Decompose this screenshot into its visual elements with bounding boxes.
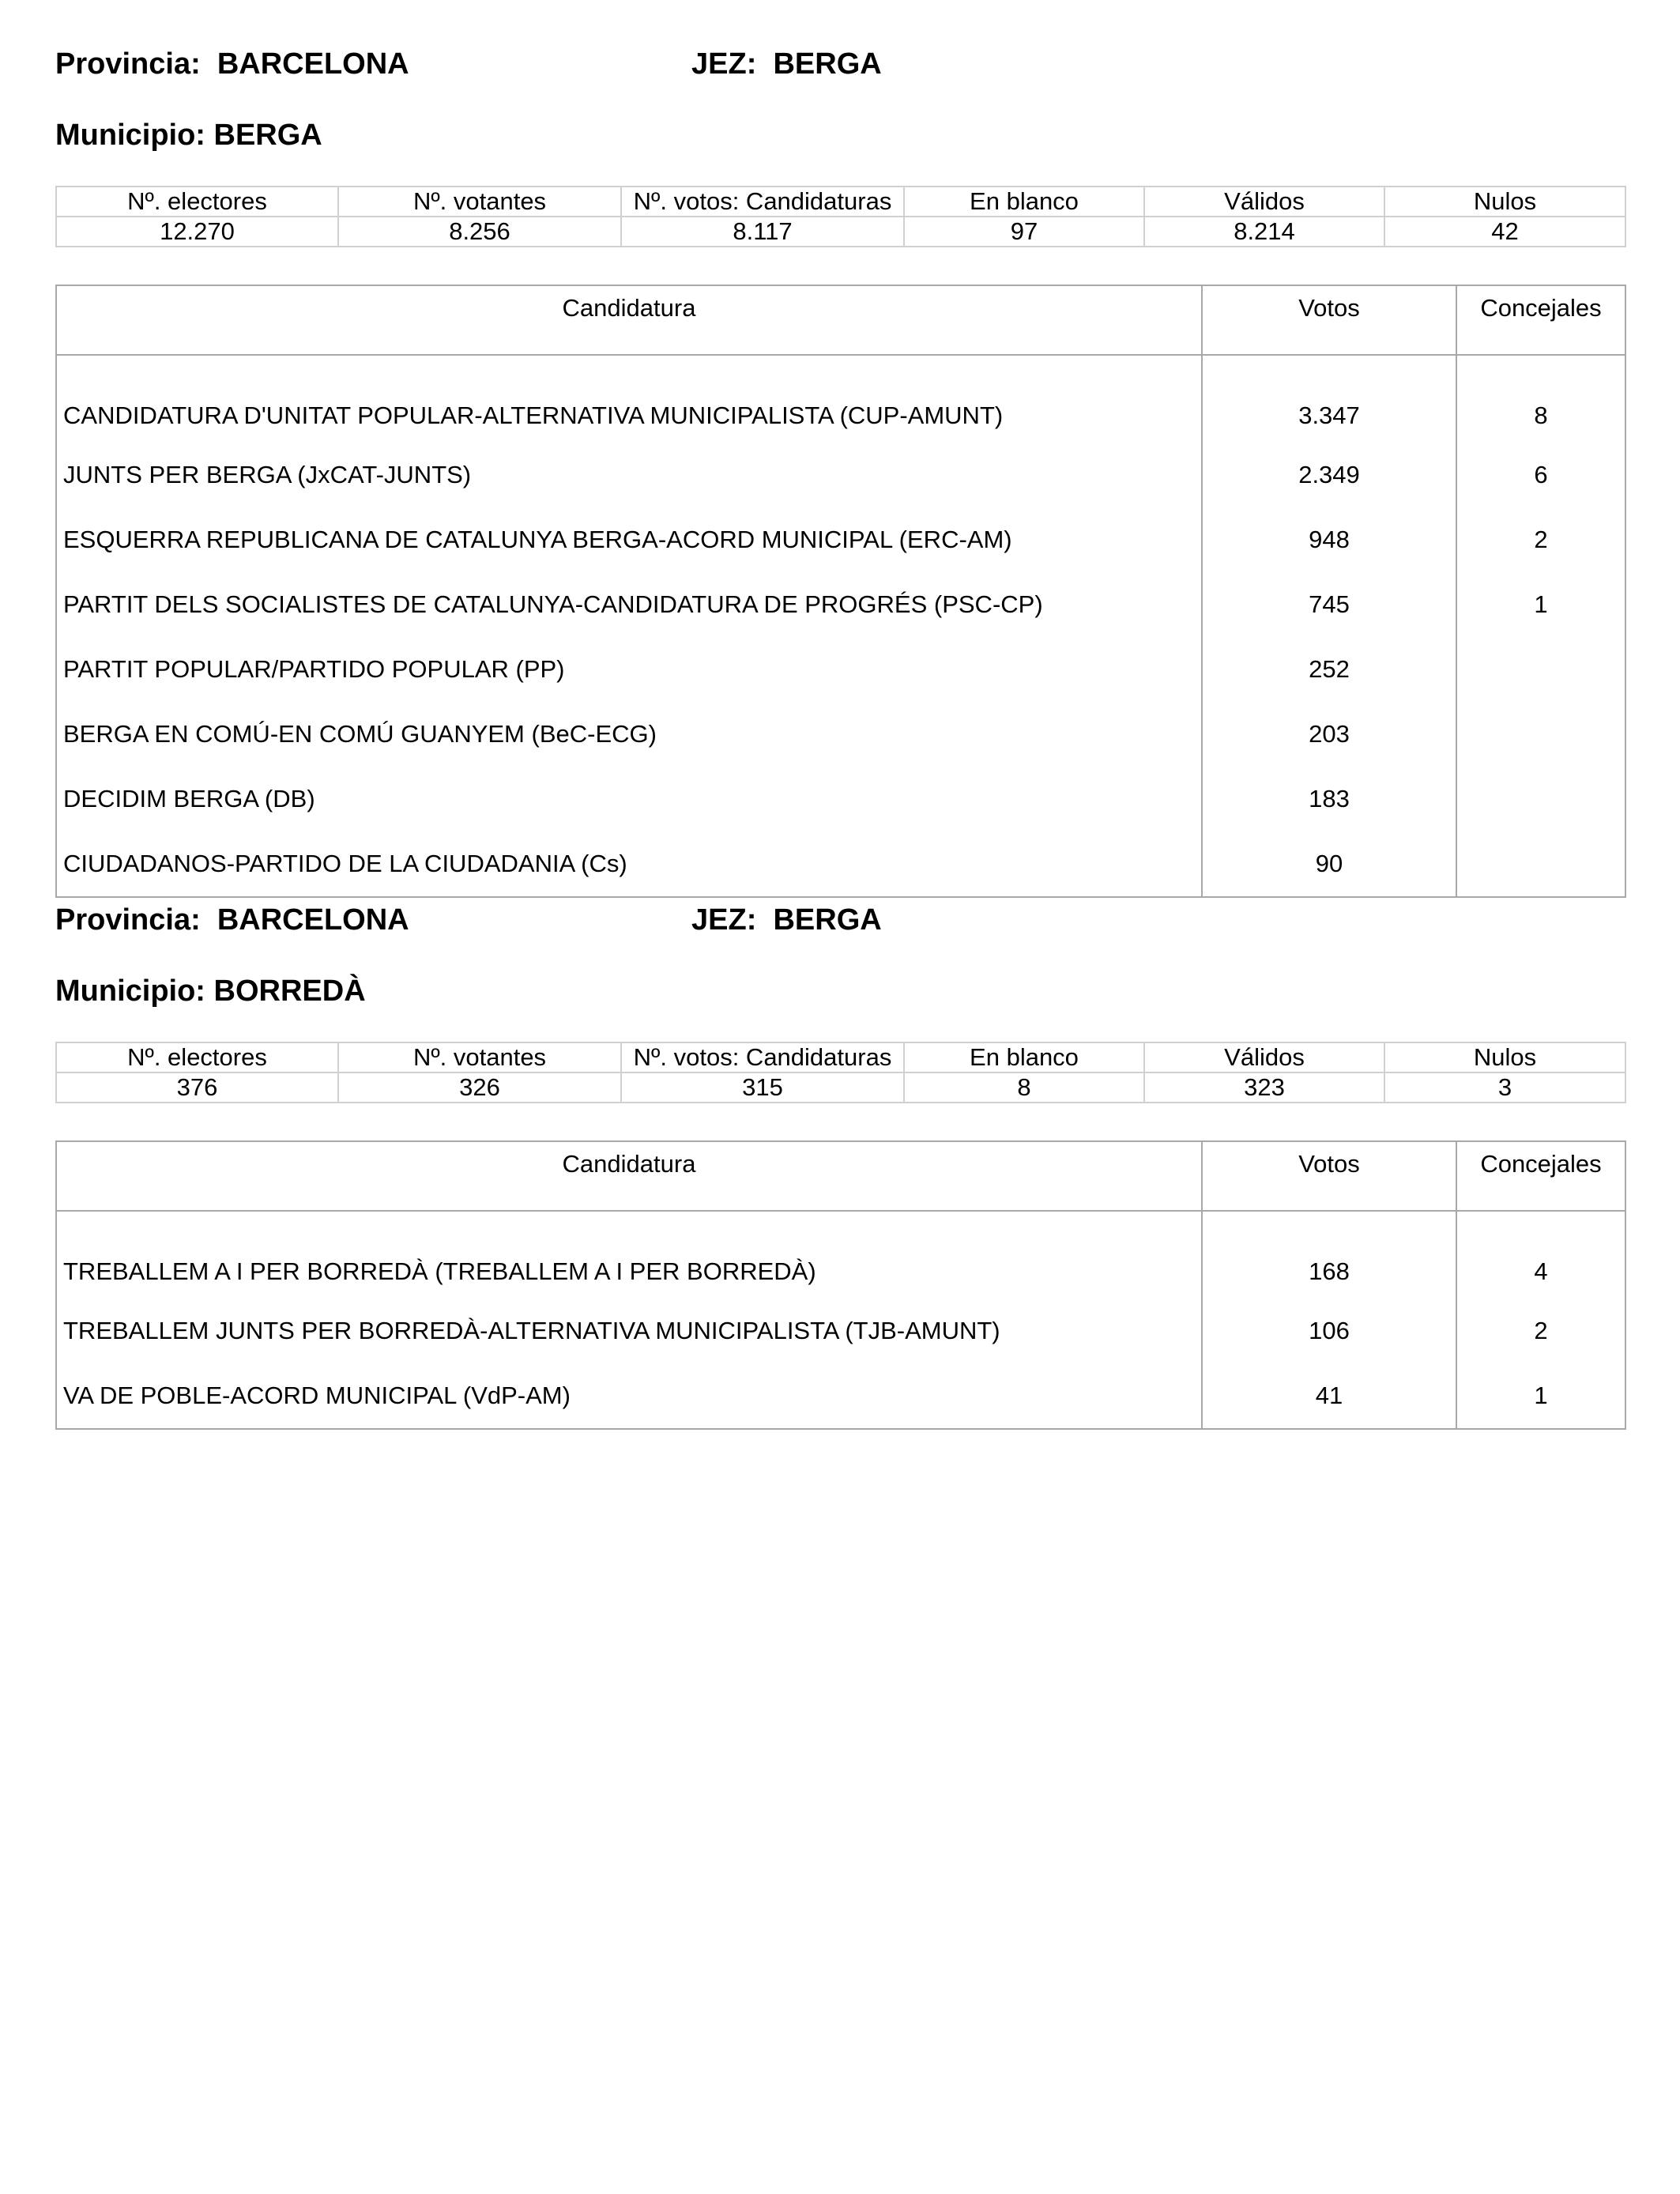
stats-value-votantes: 8.256 bbox=[338, 217, 621, 247]
candidate-row bbox=[56, 507, 1625, 572]
stats-header-en-blanco: En blanco bbox=[904, 1042, 1144, 1072]
candidate-row bbox=[56, 1363, 1625, 1429]
stats-header-electores: Nº. electores bbox=[56, 187, 338, 217]
stats-header-row bbox=[56, 187, 1625, 217]
stats-header-validos: Válidos bbox=[1144, 1042, 1384, 1072]
candidate-seats: 1 bbox=[1456, 1363, 1625, 1429]
stats-value-en-blanco: 8 bbox=[904, 1072, 1144, 1103]
candidate-row bbox=[56, 702, 1625, 767]
candidate-seats: 8 bbox=[1456, 355, 1625, 443]
candidate-votes: 3.347 bbox=[1202, 355, 1456, 443]
stats-value-votantes: 326 bbox=[338, 1072, 621, 1103]
stats-header-electores: Nº. electores bbox=[56, 1042, 338, 1072]
summary-stats-table bbox=[55, 1042, 1626, 1103]
candidate-name: CIUDADANOS-PARTIDO DE LA CIUDADANIA (Cs) bbox=[56, 831, 1202, 897]
stats-value-votos-candidaturas: 315 bbox=[621, 1072, 904, 1103]
summary-stats-table bbox=[55, 186, 1626, 247]
jez-label: JEZ: BERGA bbox=[691, 47, 882, 81]
stats-value-validos: 323 bbox=[1144, 1072, 1384, 1103]
candidate-seats bbox=[1456, 702, 1625, 767]
stats-value-nulos: 42 bbox=[1384, 217, 1625, 247]
provincia-label: Provincia: BARCELONA bbox=[55, 903, 409, 937]
candidate-votes: 252 bbox=[1202, 637, 1456, 702]
candidate-row bbox=[56, 572, 1625, 637]
candidate-votes: 41 bbox=[1202, 1363, 1456, 1429]
municipio-label: Municipio: BORREDÀ bbox=[55, 974, 366, 1008]
candidate-seats: 1 bbox=[1456, 572, 1625, 637]
candidate-name: PARTIT DELS SOCIALISTES DE CATALUNYA-CANDIDATURA DE PROGRÉS (PSC-CP) bbox=[56, 572, 1202, 637]
candidates-table bbox=[55, 1140, 1626, 1430]
candidate-votes: 948 bbox=[1202, 507, 1456, 572]
candidate-votes: 106 bbox=[1202, 1299, 1456, 1363]
stats-header-votos-candidaturas: Nº. votos: Candidaturas bbox=[621, 187, 904, 217]
candidate-seats: 2 bbox=[1456, 1299, 1625, 1363]
candidate-name: BERGA EN COMÚ-EN COMÚ GUANYEM (BeC-ECG) bbox=[56, 702, 1202, 767]
candidate-row bbox=[56, 767, 1625, 831]
stats-header-validos: Válidos bbox=[1144, 187, 1384, 217]
header-votos: Votos bbox=[1202, 285, 1456, 355]
stats-value-electores: 376 bbox=[56, 1072, 338, 1103]
candidate-seats: 2 bbox=[1456, 507, 1625, 572]
candidate-votes: 745 bbox=[1202, 572, 1456, 637]
candidate-seats bbox=[1456, 637, 1625, 702]
stats-header-nulos: Nulos bbox=[1384, 187, 1625, 217]
header-concejales: Concejales bbox=[1456, 1141, 1625, 1211]
stats-header-votos-candidaturas: Nº. votos: Candidaturas bbox=[621, 1042, 904, 1072]
candidate-row bbox=[56, 443, 1625, 507]
stats-header-en-blanco: En blanco bbox=[904, 187, 1144, 217]
candidate-seats bbox=[1456, 767, 1625, 831]
candidate-name: CANDIDATURA D'UNITAT POPULAR-ALTERNATIVA MUNICIPALISTA (CUP-AMUNT) bbox=[56, 355, 1202, 443]
candidate-name: DECIDIM BERGA (DB) bbox=[56, 767, 1202, 831]
candidate-row bbox=[56, 1211, 1625, 1299]
stats-header-nulos: Nulos bbox=[1384, 1042, 1625, 1072]
stats-value-row bbox=[56, 217, 1625, 247]
stats-value-validos: 8.214 bbox=[1144, 217, 1384, 247]
candidate-seats: 4 bbox=[1456, 1211, 1625, 1299]
jez-label: JEZ: BERGA bbox=[691, 903, 882, 937]
candidate-name: TREBALLEM JUNTS PER BORREDÀ-ALTERNATIVA MUNICIPALISTA (TJB-AMUNT) bbox=[56, 1299, 1202, 1363]
candidate-votes: 2.349 bbox=[1202, 443, 1456, 507]
candidate-row bbox=[56, 355, 1625, 443]
candidate-name: JUNTS PER BERGA (JxCAT-JUNTS) bbox=[56, 443, 1202, 507]
candidate-votes: 183 bbox=[1202, 767, 1456, 831]
candidate-seats: 6 bbox=[1456, 443, 1625, 507]
candidate-votes: 168 bbox=[1202, 1211, 1456, 1299]
stats-header-votantes: Nº. votantes bbox=[338, 1042, 621, 1072]
candidate-row bbox=[56, 831, 1625, 897]
stats-header-row bbox=[56, 1042, 1625, 1072]
stats-value-row bbox=[56, 1072, 1625, 1103]
municipio-label: Municipio: BERGA bbox=[55, 119, 322, 152]
candidate-row bbox=[56, 637, 1625, 702]
candidate-votes: 203 bbox=[1202, 702, 1456, 767]
stats-value-nulos: 3 bbox=[1384, 1072, 1625, 1103]
candidate-name: TREBALLEM A I PER BORREDÀ (TREBALLEM A I PER BORREDÀ) bbox=[56, 1211, 1202, 1299]
candidate-name: PARTIT POPULAR/PARTIDO POPULAR (PP) bbox=[56, 637, 1202, 702]
candidates-header-row bbox=[56, 285, 1625, 355]
header-candidatura: Candidatura bbox=[56, 285, 1202, 355]
candidates-header-row bbox=[56, 1141, 1625, 1211]
candidate-row bbox=[56, 1299, 1625, 1363]
candidates-table bbox=[55, 285, 1626, 898]
candidate-votes: 90 bbox=[1202, 831, 1456, 897]
header-votos: Votos bbox=[1202, 1141, 1456, 1211]
stats-value-electores: 12.270 bbox=[56, 217, 338, 247]
header-concejales: Concejales bbox=[1456, 285, 1625, 355]
candidate-name: ESQUERRA REPUBLICANA DE CATALUNYA BERGA-ACORD MUNICIPAL (ERC-AM) bbox=[56, 507, 1202, 572]
stats-value-en-blanco: 97 bbox=[904, 217, 1144, 247]
header-candidatura: Candidatura bbox=[56, 1141, 1202, 1211]
candidate-name: VA DE POBLE-ACORD MUNICIPAL (VdP-AM) bbox=[56, 1363, 1202, 1429]
candidate-seats bbox=[1456, 831, 1625, 897]
stats-header-votantes: Nº. votantes bbox=[338, 187, 621, 217]
provincia-label: Provincia: BARCELONA bbox=[55, 47, 409, 81]
stats-value-votos-candidaturas: 8.117 bbox=[621, 217, 904, 247]
